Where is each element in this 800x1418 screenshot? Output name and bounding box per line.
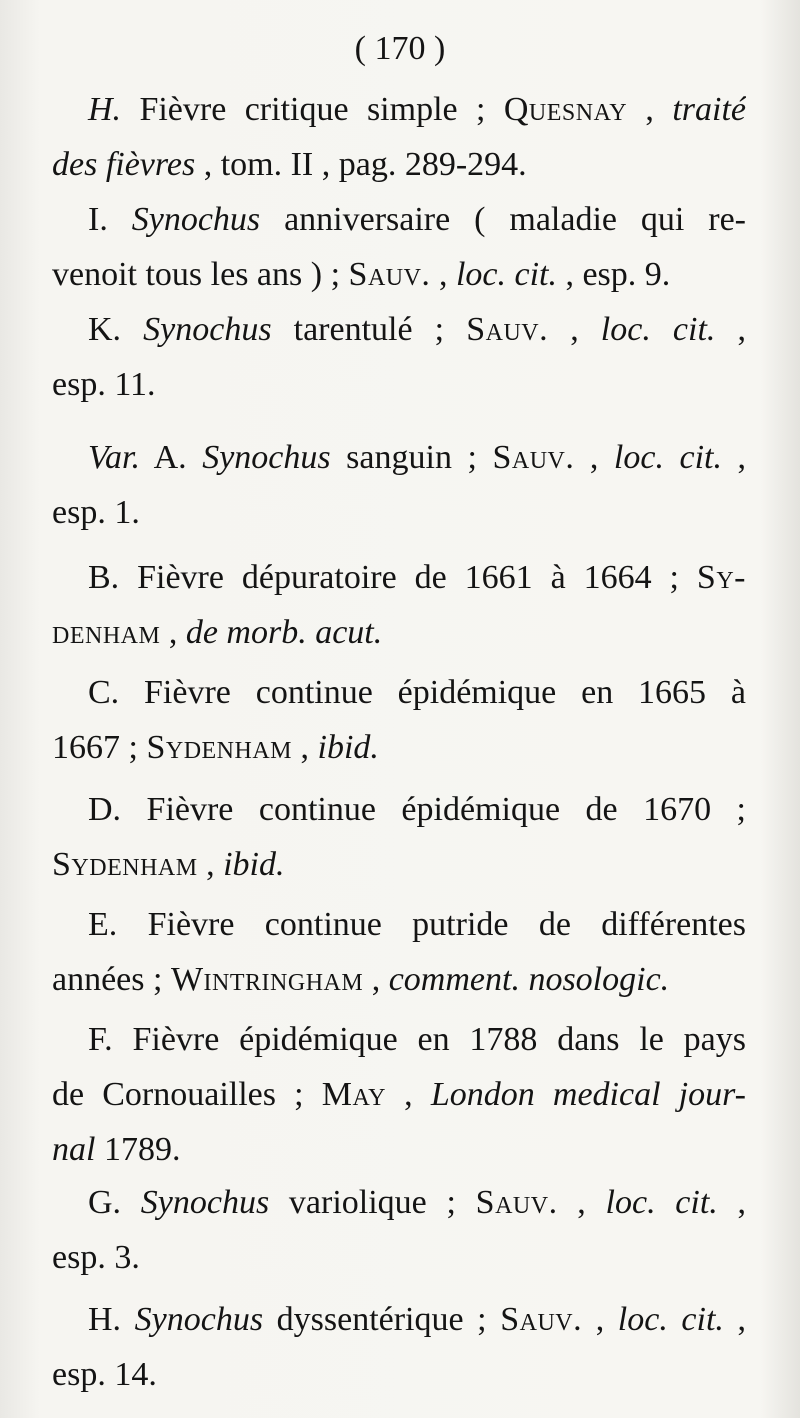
text-run: Synochus: [140, 1184, 270, 1221]
text-run: ,: [363, 961, 389, 998]
text-run: Synochus: [131, 201, 261, 238]
entry: [52, 897, 746, 1007]
text-run: May: [321, 1076, 386, 1113]
entry-line: [52, 192, 746, 247]
text-run: 1789.: [95, 1131, 181, 1168]
text-run: K.: [88, 311, 144, 348]
entry: [52, 1292, 746, 1402]
entry: [52, 1175, 746, 1285]
entry-line: [52, 430, 746, 485]
entry-line: [52, 720, 746, 775]
text-run: Sauv.: [348, 256, 431, 293]
entry-line: [52, 1012, 746, 1067]
text-run: Quesnay: [503, 91, 628, 128]
text-run: ,: [548, 311, 601, 348]
text-run: ,: [385, 1076, 431, 1113]
text-run: H.: [88, 91, 140, 128]
entry-line: [52, 1122, 746, 1177]
text-run: loc. cit.: [617, 1301, 724, 1338]
text-run: nal: [52, 1131, 96, 1168]
text-run: G.: [88, 1184, 141, 1221]
text-run: variolique ;: [269, 1184, 476, 1221]
text-run: ,: [557, 1184, 606, 1221]
entry: [52, 192, 746, 302]
entry-line: [52, 302, 746, 357]
text-run: Sauv.: [466, 311, 549, 348]
entry-line: [52, 1230, 746, 1285]
text-run: ,: [627, 91, 673, 128]
text-run: Synochus: [143, 311, 272, 348]
text-run: ,: [160, 614, 186, 651]
text-run: B. Fièvre dépuratoire de 1661 à 1664 ;: [88, 559, 697, 596]
text-run: ,: [715, 311, 746, 348]
entry-line: [52, 1175, 746, 1230]
text-run: ,: [721, 439, 746, 476]
text-run: traité: [672, 91, 746, 128]
entry-line: [52, 247, 746, 302]
text-run: H.: [88, 1301, 135, 1338]
entry-line: [52, 837, 746, 892]
text-run: comment. nosologic.: [388, 961, 670, 998]
text-run: esp. 14.: [52, 1356, 157, 1393]
page-number: ( 170 ): [354, 30, 446, 67]
entry: [52, 82, 746, 192]
entry: [52, 430, 746, 540]
text-run: ,: [197, 846, 224, 883]
text-run: E. Fièvre continue putride de différentes: [88, 906, 746, 943]
text-run: anniversaire ( maladie qui re-: [260, 201, 746, 238]
entry: [52, 550, 746, 660]
entry-line: [52, 137, 746, 192]
entry-line: [52, 1292, 746, 1347]
text-run: A.: [139, 439, 203, 476]
text-run: ,: [292, 729, 318, 766]
text-run: , esp. 9.: [556, 256, 671, 293]
text-run: Sauv.: [475, 1184, 558, 1221]
entry-line: [52, 1067, 746, 1122]
entry-line: [52, 897, 746, 952]
text-run: denham: [52, 614, 161, 651]
text-run: ,: [717, 1184, 746, 1221]
text-run: ibid.: [317, 729, 379, 766]
entry-line: [52, 82, 746, 137]
text-run: Synochus: [202, 439, 331, 476]
text-run: ,: [582, 1301, 618, 1338]
text-run: London medical jour-: [430, 1076, 746, 1113]
text-run: ,: [574, 439, 614, 476]
text-run: années ;: [52, 961, 171, 998]
text-run: Sydenham: [146, 729, 293, 766]
text-run: esp. 1.: [52, 494, 140, 531]
text-run: D. Fièvre continue épidémique de 1670 ;: [88, 791, 746, 828]
text-run: ,: [430, 256, 456, 293]
text-run: Sy-: [696, 559, 746, 596]
entry: [52, 665, 746, 775]
text-run: de morb. acut.: [185, 614, 383, 651]
text-run: Sydenham: [52, 846, 198, 883]
entry-line: [52, 782, 746, 837]
text-run: tarentulé ;: [271, 311, 467, 348]
text-run: 1667 ;: [52, 729, 147, 766]
entry-line: [52, 1347, 746, 1402]
text-run: Var.: [88, 439, 140, 476]
text-run: venoit tous les ans ) ;: [52, 256, 349, 293]
text-run: loc. cit.: [605, 1184, 718, 1221]
text-run: esp. 3.: [52, 1239, 140, 1276]
text-run: loc. cit.: [455, 256, 557, 293]
text-run: loc. cit.: [613, 439, 722, 476]
entry: [52, 302, 746, 412]
entry-line: [52, 485, 746, 540]
text-run: ,: [723, 1301, 746, 1338]
text-run: Fièvre critique simple ;: [139, 91, 504, 128]
entry-line: [52, 605, 746, 660]
entry-line: [52, 952, 746, 1007]
entry: [52, 1012, 746, 1177]
text-run: esp. 11.: [52, 366, 156, 403]
text-run: , tom. II , pag. 289-294.: [195, 146, 527, 183]
text-run: des fièvres: [52, 146, 196, 183]
text-run: I.: [88, 201, 132, 238]
entry: [52, 782, 746, 892]
text-run: de Cornouailles ;: [52, 1076, 322, 1113]
text-run: C. Fièvre continue épidémique en 1665 à: [88, 674, 746, 711]
text-run: Sauv.: [500, 1301, 583, 1338]
entry-line: [52, 357, 746, 412]
text-run: Sauv.: [492, 439, 575, 476]
text-run: Synochus: [134, 1301, 264, 1338]
text-run: sanguin ;: [330, 439, 493, 476]
entry-line: [52, 550, 746, 605]
text-run: F. Fièvre épidémique en 1788 dans le pays: [88, 1021, 746, 1058]
entry-line: [52, 665, 746, 720]
text-run: loc. cit.: [600, 311, 716, 348]
text-run: dyssentérique ;: [263, 1301, 501, 1338]
text-run: ibid.: [223, 846, 285, 883]
text-run: Wintringham: [170, 961, 364, 998]
